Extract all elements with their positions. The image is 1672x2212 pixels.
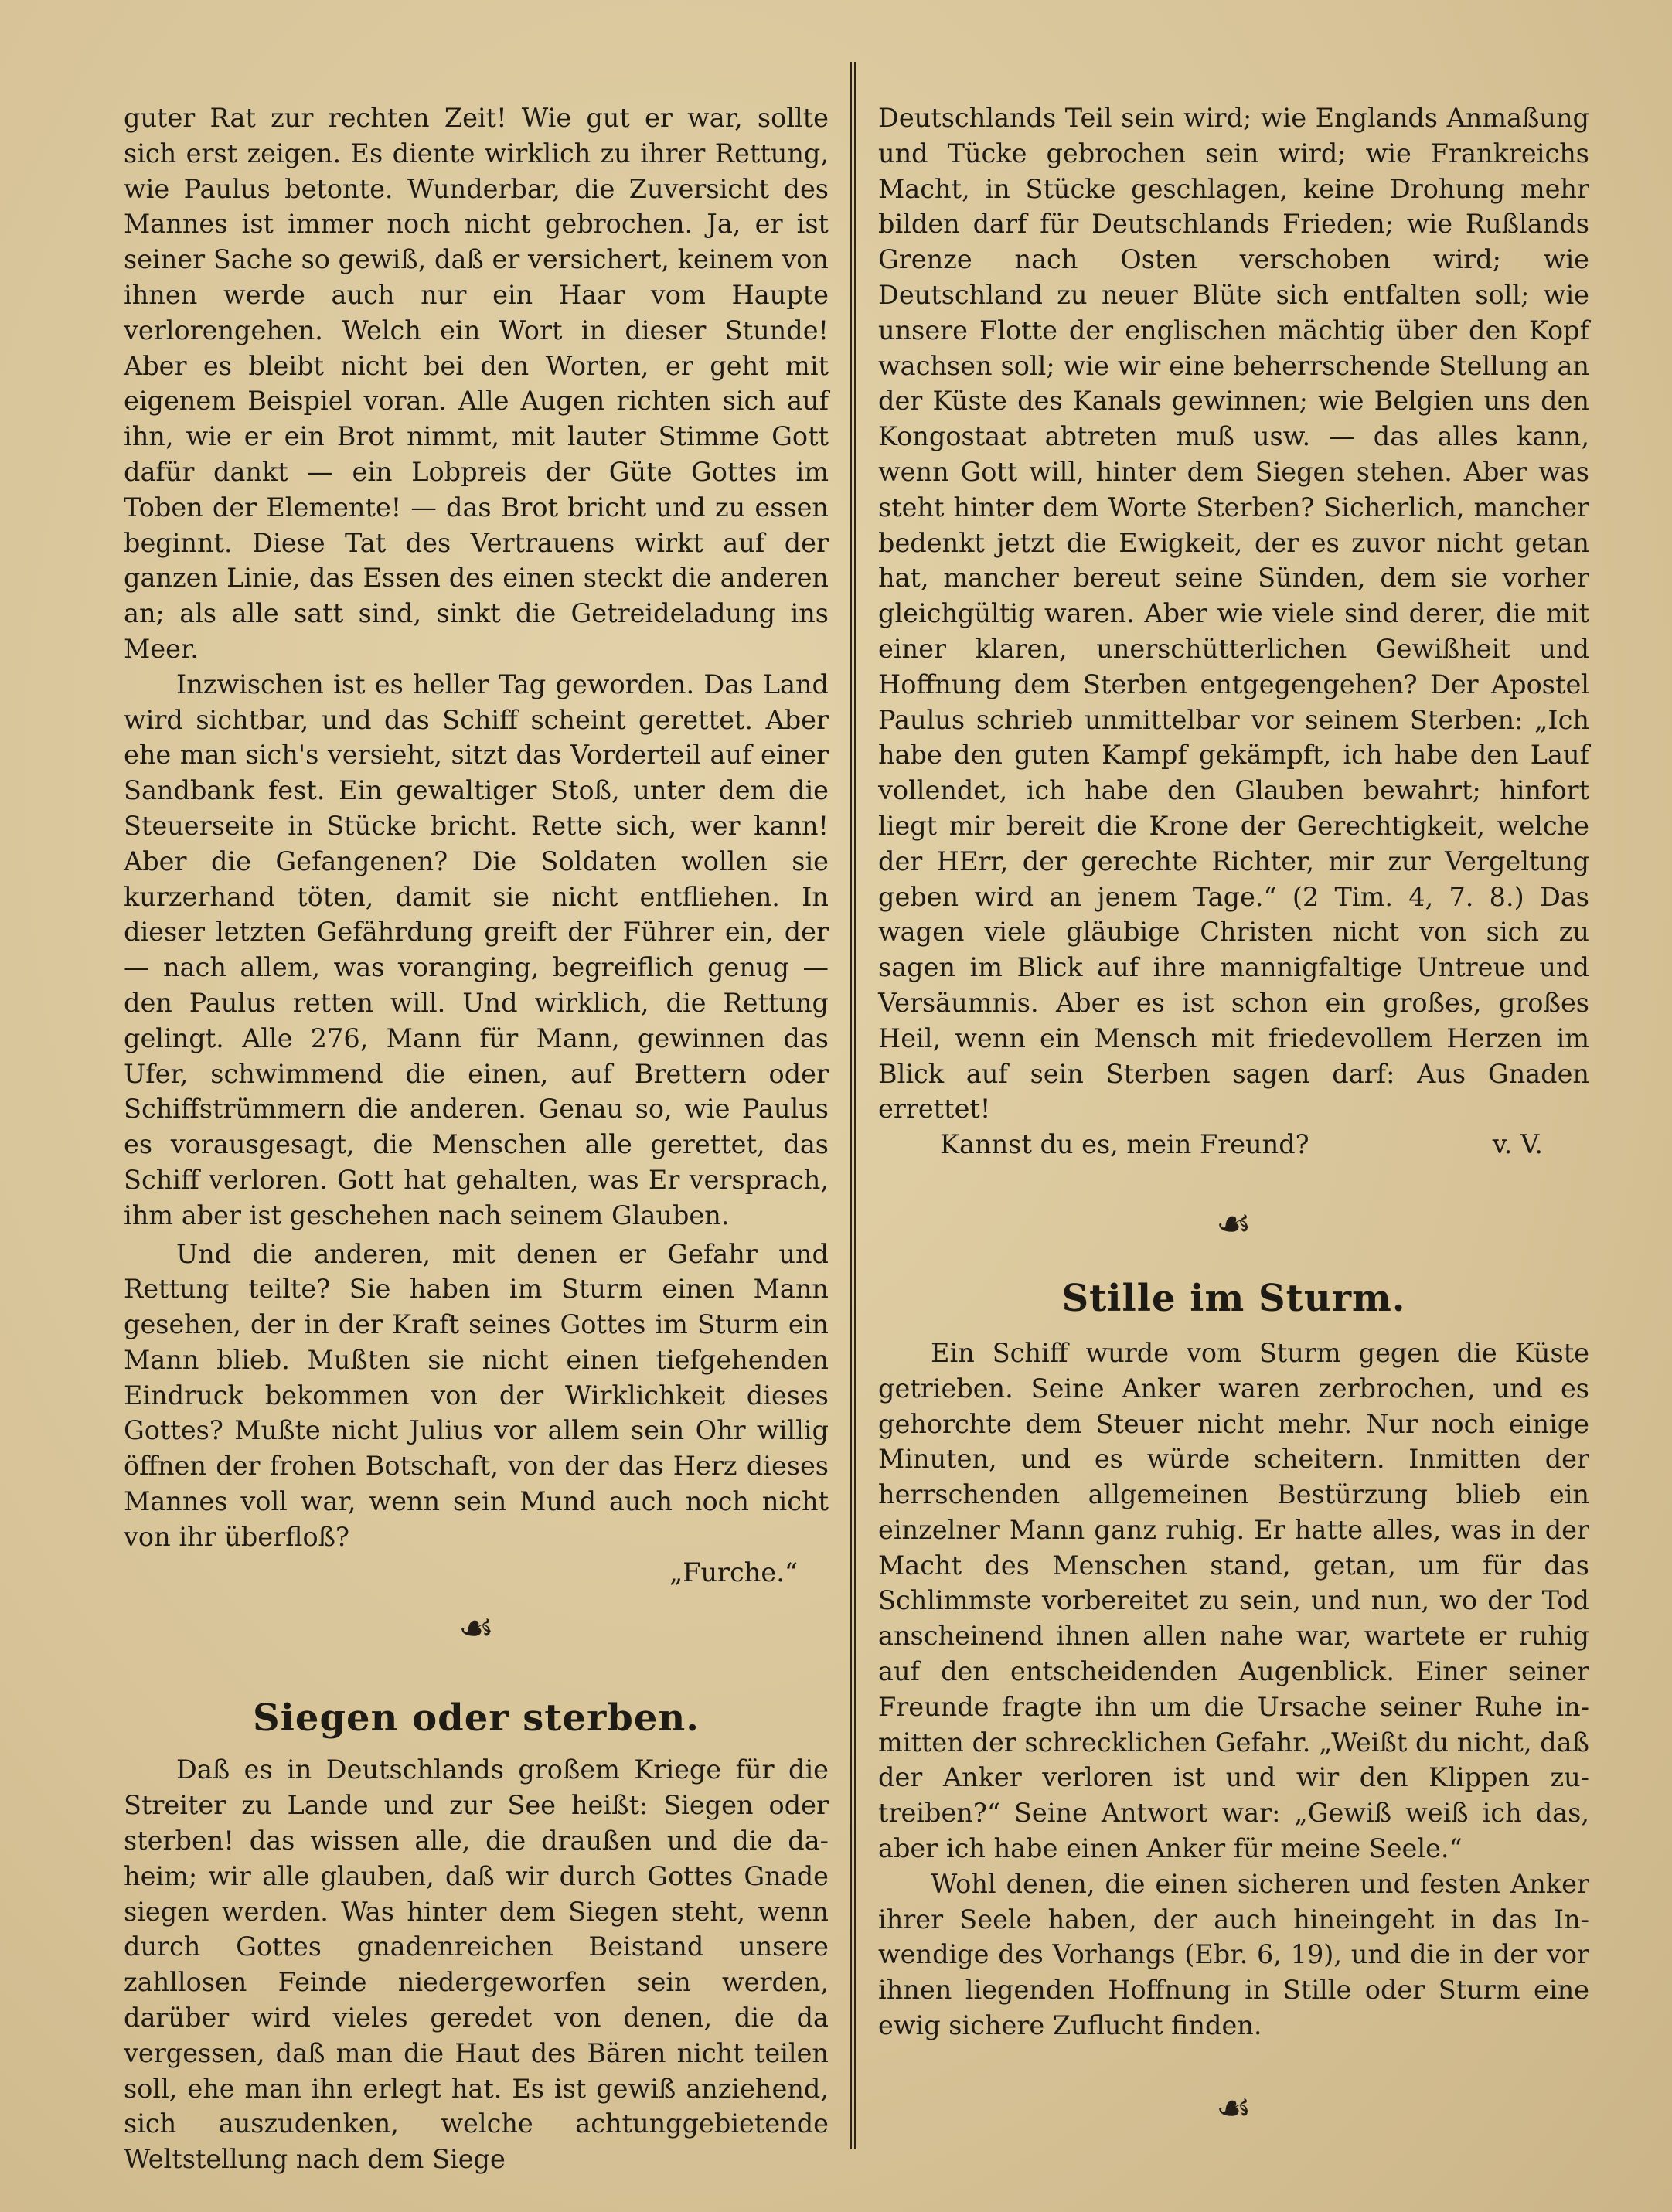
fleuron-ornament-icon: ☙	[1215, 1200, 1252, 1247]
fleuron-ornament-icon: ☙	[1215, 2084, 1252, 2132]
left-paragraph-2: Inzwischen ist es heller Tag geworden. Das Land wird sichtbar, und das Schiff scheint gerettet. Aber ehe man sich's versieht, sitzt das Vorderteil auf einer Sandbank fest. Ein gewaltiger Stoß, unter dem die Steuerseite in Stücke bricht. Rette sich, wer kann! Aber die Gefangenen? Die Soldaten wollen sie kurzerhand töten, damit sie nicht entfliehen. In dieser letzten Gefährdung greift der Führer ein, der — nach allem, was voranging, begreiflich genug — den Paulus retten will. Und wirklich, die Rettung gelingt. Alle 276, Mann für Mann, gewinnen das Ufer, schwimmend die einen, auf Brettern oder Schiffstrümmern die anderen. Genau so, wie Paulus es vorausgesagt, die Menschen alle gerettet, das Schiff verloren. Gott hat gehalten, was Er versprach, ihm aber ist geschehen nach seinem Glauben.	[124, 669, 829, 1230]
left-paragraph-4: Daß es in Deutschlands großem Kriege für die Streiter zu Lande und zur See heißt: Siegen oder sterben! das wissen alle, die draußen und die daheim; wir alle glauben, daß wir durch Gottes Gnade siegen werden. Was hinter dem Siegen steht, wenn durch Gottes gnadenreichen Beistand unsere zahllosen Feinde niedergeworfen sein werden, darüber wird vieles geredet von denen, die da vergessen, daß man die Haut des Bären nicht teilen soll, ehe man ihn erlegt hat. Es ist gewiß anziehend, sich auszudenken, welche achtunggebietende Weltstellung nach dem Siege	[124, 1754, 829, 2175]
closing-line	[878, 1127, 1589, 1162]
author-initials: v. V.	[1492, 1129, 1543, 1160]
left-paragraph-3: Und die anderen, mit denen er Gefahr und Rettung teilte? Sie haben im Sturm einen Mann gesehen, der in der Kraft seines Gottes im Sturm ein Mann blieb. Mußten sie nicht einen tiefgehenden Eindruck bekommen von der Wirklichkeit dieses Gottes? Mußte nicht Julius vor allem sein Ohr willig öffnen der frohen Botschaft, von der das Herz dieses Mannes voll war, wenn sein Mund auch noch nicht von ihr überfloß?	[124, 1238, 829, 1552]
right-paragraph-3: Wohl denen, die einen sicheren und festen Anker ihrer Seele haben, der auch hineingeht in das Inwendige des Vorhangs (Ebr. 6, 19), und die in der vor ihnen liegenden Hoffnung in Stille oder Sturm eine ewig sichere Zuflucht finden.	[878, 1868, 1589, 2041]
left-column	[124, 100, 829, 2177]
right-column	[878, 100, 1589, 2132]
closing-question: Kannst du es, mein Freund?	[940, 1129, 1309, 1160]
column-divider-rule	[850, 62, 856, 2149]
right-paragraph-2: Ein Schiff wurde vom Sturm gegen die Küste getrieben. Seine Anker waren zerbrochen, und es gehorchte dem Steuer nicht mehr. Nur noch einige Minuten, und es würde scheitern. Inmitten der herrschenden allgemeinen Bestürzung blieb ein einzelner Mann ganz ruhig. Er hatte alles, was in der Macht des Menschen stand, getan, um für das Schlimmste vorbereitet zu sein, und nun, wo der Tod anscheinend ihnen allen nahe war, wartete er ruhig auf den entscheidenden Augenblick. Einer seiner Freunde fragte ihn um die Ursache seiner Ruhe inmitten der schrecklichen Gefahr. „Weißt du nicht, daß der Anker verloren ist und wir den Klippen zutreiben?“ Seine Antwort war: „Gewiß weiß ich das, aber ich habe einen Anker für meine Seele.“	[878, 1337, 1589, 1864]
left-paragraph-1: guter Rat zur rechten Zeit! Wie gut er war, sollte sich erst zeigen. Es diente wirklich zu ihrer Rettung, wie Paulus betonte. Wunderbar, die Zuversicht des Mannes ist immer noch nicht gebrochen. Ja, er ist seiner Sache so gewiß, daß er versichert, keinem von ihnen werde auch nur ein Haar vom Haupte verlorengehen. Welch ein Wort in dieser Stunde! Aber es bleibt nicht bei den Worten, er geht mit eigenem Beispiel voran. Alle Augen richten sich auf ihn, wie er ein Brot nimmt, mit lauter Stimme Gott dafür dankt — ein Lobpreis der Güte Gottes im Toben der Elemente! — das Brot bricht und zu essen beginnt. Diese Tat des Vertrauens wirkt auf der ganzen Linie, das Essen des einen steckt die anderen an; als alle satt sind, sinkt die Getreideladung ins Meer.	[124, 103, 829, 664]
right-paragraph-1: Deutschlands Teil sein wird; wie Englands Anmaßung und Tücke gebrochen sein wird; wie Frankreichs Macht, in Stücke geschlagen, keine Drohung mehr bilden darf für Deutschlands Frieden; wie Rußlands Grenze nach Osten verschoben wird; wie Deutschland zu neuer Blüte sich entfalten soll; wie unsere Flotte der englischen mächtig über den Kopf wachsen soll; wie wir eine beherrschende Stellung an der Küste des Kanals gewinnen; wie Belgien uns den Kongostaat abtreten muß usw. — das alles kann, wenn Gott will, hinter dem Siegen stehen. Aber was steht hinter dem Worte Sterben? Sicherlich, mancher bedenkt jetzt die Ewigkeit, der es zuvor nicht getan hat, mancher bereut seine Sünden, dem sie vorher gleichgültig waren. Aber wie viele sind derer, die mit einer klaren, unerschütterlichen Gewißheit und Hoffnung dem Sterben entgegengehen? Der Apostel Paulus schrieb unmittelbar vor seinem Sterben: „Ich habe den guten Kampf gekämpft, ich habe den Lauf vollendet, ich habe den Glauben bewahrt; hinfort liegt mir bereit die Krone der Gerechtigkeit, welche der HErr, der gerechte Richter, mir zur Vergeltung geben wird an jenem Tage.“ (2 Tim. 4, 7. 8.) Das wagen viele gläubige Christen nicht von sich zu sagen im Blick auf ihre mannigfaltige Untreue und Versäumnis. Aber es ist schon ein großes, großes Heil, wenn ein Mensch mit friedevollem Herzen im Blick auf sein Sterben sagen darf: Aus Gnaden errettet!	[878, 103, 1589, 1125]
fleuron-ornament-icon: ☙	[458, 1605, 495, 1652]
article-heading-stille-im-sturm: Stille im Sturm.	[1061, 1276, 1406, 1320]
article-heading-siegen-oder-sterben: Siegen oder sterben.	[253, 1696, 700, 1741]
source-signature-furche: „Furche.“	[669, 1557, 798, 1588]
